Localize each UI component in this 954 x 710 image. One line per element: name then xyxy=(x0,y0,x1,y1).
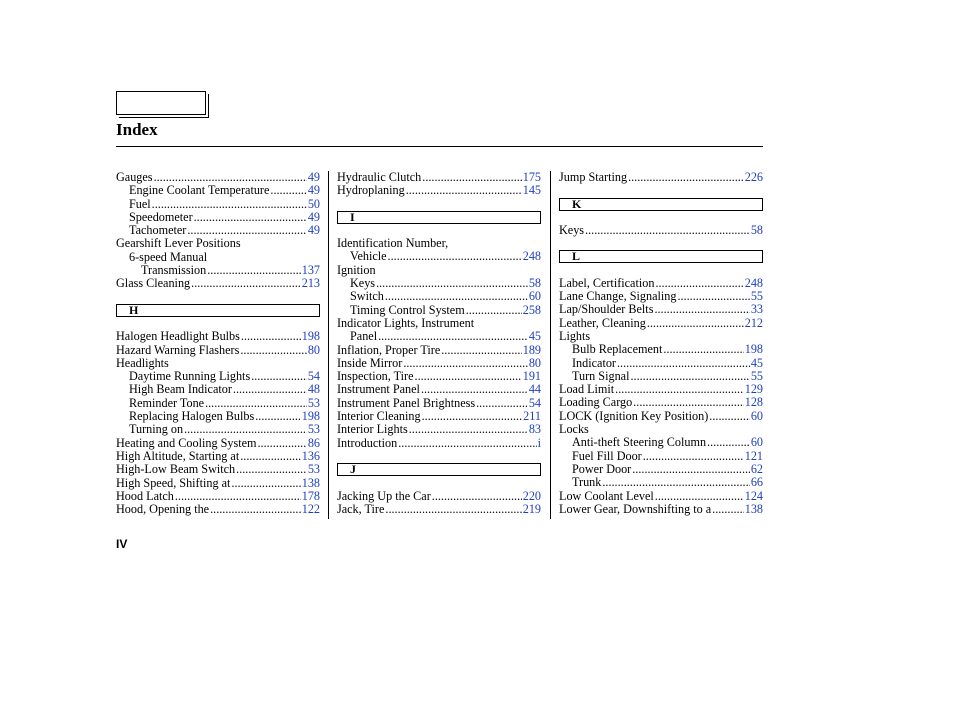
dot-leader xyxy=(406,184,522,197)
dot-leader xyxy=(655,277,743,290)
entry-label: Turning on xyxy=(129,423,184,437)
page-link[interactable]: 33 xyxy=(750,303,763,317)
entry-label: Halogen Headlight Bulbs xyxy=(116,330,240,344)
index-entry[interactable] xyxy=(337,397,541,410)
section-letter-i: I xyxy=(337,211,541,224)
index-entry[interactable] xyxy=(116,477,320,490)
index-entry[interactable] xyxy=(559,450,763,463)
entry-label: Keys xyxy=(350,277,376,291)
page-link[interactable]: 49 xyxy=(307,210,320,224)
entry-label: Switch xyxy=(350,290,384,304)
index-entry[interactable] xyxy=(559,317,763,330)
dot-leader xyxy=(240,450,300,463)
dot-leader xyxy=(270,184,306,197)
entry-label: Low Coolant Level xyxy=(559,489,654,503)
index-entry[interactable] xyxy=(559,490,763,503)
entry-label: Engine Coolant Temperature xyxy=(129,184,270,198)
entry-label: Loading Cargo xyxy=(559,396,633,410)
entry-label: Gearshift Lever Positions xyxy=(116,237,241,251)
index-entry[interactable] xyxy=(337,330,541,343)
index-entry xyxy=(337,237,541,250)
entry-label: Anti-theft Steering Column xyxy=(572,436,707,450)
index-entry[interactable] xyxy=(116,503,320,516)
entry-label: Replacing Halogen Bulbs xyxy=(129,410,255,424)
page-link[interactable]: 44 xyxy=(528,383,541,397)
entry-label: Fuel Fill Door xyxy=(572,449,642,463)
page-link[interactable]: 66 xyxy=(750,476,763,490)
index-entry[interactable] xyxy=(559,396,763,409)
entry-label: Lap/Shoulder Belts xyxy=(559,303,654,317)
dot-leader xyxy=(615,383,744,396)
entry-label: Timing Control System xyxy=(350,303,465,317)
entry-label: Gauges xyxy=(116,171,153,184)
entry-label: Instrument Panel xyxy=(337,383,420,397)
dot-leader xyxy=(194,211,307,224)
page-link[interactable]: 248 xyxy=(744,276,763,290)
index-entry xyxy=(337,317,541,330)
index-entry[interactable] xyxy=(337,290,541,303)
dot-leader xyxy=(707,436,750,449)
dot-leader xyxy=(654,303,749,316)
dot-leader xyxy=(388,250,522,263)
index-entry[interactable] xyxy=(337,490,541,503)
index-entry[interactable] xyxy=(116,383,320,396)
entry-label: Load Limit xyxy=(559,383,615,397)
entry-label: Leather, Cleaning xyxy=(559,316,646,330)
dot-leader xyxy=(152,198,307,211)
entry-label: Lower Gear, Downshifting to a xyxy=(559,502,712,516)
dot-leader xyxy=(257,437,306,450)
page-link[interactable]: 53 xyxy=(307,463,320,477)
entry-label: Indicator xyxy=(572,356,616,370)
entry-label: Inside Mirror xyxy=(337,356,403,370)
entry-label: Hazard Warning Flashers xyxy=(116,343,240,357)
page-link[interactable]: 54 xyxy=(528,396,541,410)
page-link[interactable]: 220 xyxy=(522,489,541,503)
dot-leader xyxy=(191,277,301,290)
dot-leader xyxy=(415,370,522,383)
page-link[interactable]: 138 xyxy=(744,502,763,516)
dot-leader xyxy=(385,290,528,303)
index-entry[interactable] xyxy=(116,211,320,224)
page-link[interactable]: 49 xyxy=(307,171,320,184)
entry-label: Headlights xyxy=(116,356,169,370)
page-link[interactable]: 129 xyxy=(744,383,763,397)
page-title: Index xyxy=(116,120,158,139)
spacer xyxy=(559,211,763,224)
dot-leader xyxy=(207,264,300,277)
entry-label: Transmission xyxy=(141,264,207,278)
index-entry[interactable] xyxy=(559,436,763,449)
dot-leader xyxy=(236,463,307,476)
entry-label: Hood, Opening the xyxy=(116,503,210,517)
index-entry xyxy=(559,423,763,436)
index-entry xyxy=(559,330,763,343)
page-link[interactable]: 248 xyxy=(522,250,541,264)
index-entry[interactable] xyxy=(116,171,320,184)
dot-leader xyxy=(647,317,744,330)
section-letter-l: L xyxy=(559,250,763,263)
page-link[interactable]: 258 xyxy=(522,303,541,317)
index-entry[interactable] xyxy=(337,184,541,197)
page-link[interactable]: 198 xyxy=(301,410,320,424)
page-link[interactable]: 58 xyxy=(528,277,541,291)
index-entry[interactable] xyxy=(559,476,763,489)
index-entry[interactable] xyxy=(116,264,320,277)
index-entry[interactable] xyxy=(559,370,763,383)
index-entry[interactable] xyxy=(337,357,541,370)
index-entry[interactable] xyxy=(559,171,763,184)
spacer xyxy=(116,317,320,330)
index-entry[interactable] xyxy=(559,463,763,476)
page-link[interactable]: 55 xyxy=(750,369,763,383)
page-link[interactable]: 191 xyxy=(522,370,541,384)
page-link[interactable]: i xyxy=(537,436,541,450)
dot-leader xyxy=(633,396,743,409)
spacer xyxy=(337,476,541,489)
index-entry[interactable] xyxy=(116,370,320,383)
entry-label: Panel xyxy=(350,330,378,344)
index-entry[interactable] xyxy=(116,277,320,290)
dot-leader xyxy=(241,330,301,343)
index-entry xyxy=(116,251,320,264)
entry-label: Jacking Up the Car xyxy=(337,489,431,503)
entry-label: Tachometer xyxy=(129,224,187,238)
entry-label: Vehicle xyxy=(350,250,387,264)
page-link[interactable]: 45 xyxy=(750,356,763,370)
page-link[interactable]: 53 xyxy=(307,396,320,410)
section-letter-k: K xyxy=(559,198,763,211)
dot-leader xyxy=(632,463,750,476)
page-link[interactable]: 55 xyxy=(750,290,763,304)
index-entry[interactable] xyxy=(337,277,541,290)
dot-leader xyxy=(403,357,527,370)
page-link[interactable]: 178 xyxy=(301,489,320,503)
page-link[interactable]: 80 xyxy=(307,343,320,357)
dot-leader xyxy=(240,344,306,357)
index-entry[interactable] xyxy=(116,224,320,237)
entry-label: Bulb Replacement xyxy=(572,343,663,357)
page-link[interactable]: 58 xyxy=(750,223,763,237)
page-link[interactable]: 121 xyxy=(744,449,763,463)
page-link[interactable]: 60 xyxy=(528,290,541,304)
spacer xyxy=(559,237,763,250)
spacer xyxy=(559,184,763,197)
page-link[interactable]: 138 xyxy=(301,476,320,490)
page-link[interactable]: 128 xyxy=(744,396,763,410)
index-entry[interactable] xyxy=(116,397,320,410)
index-entry[interactable] xyxy=(116,463,320,476)
index-entry[interactable] xyxy=(337,383,541,396)
page-link[interactable]: 49 xyxy=(307,224,320,238)
spacer xyxy=(559,263,763,276)
page-link[interactable]: 198 xyxy=(301,330,320,344)
index-entry[interactable] xyxy=(337,304,541,317)
entry-label: LOCK (Ignition Key Position) xyxy=(559,409,709,423)
dot-leader xyxy=(378,330,528,343)
page-link[interactable]: 212 xyxy=(744,316,763,330)
page-link[interactable]: 86 xyxy=(307,436,320,450)
dot-leader xyxy=(210,503,301,516)
page-link[interactable]: 50 xyxy=(307,197,320,211)
dot-leader xyxy=(175,490,301,503)
section-letter-h: H xyxy=(116,304,320,317)
entry-label: Lane Change, Signaling xyxy=(559,290,677,304)
entry-label: Jack, Tire xyxy=(337,502,385,516)
dot-leader xyxy=(233,383,307,396)
entry-label: Glass Cleaning xyxy=(116,277,191,291)
dot-leader xyxy=(709,410,750,423)
index-entry[interactable] xyxy=(337,437,541,450)
index-entry[interactable] xyxy=(337,410,541,423)
dot-leader xyxy=(712,503,744,516)
entry-label: Interior Lights xyxy=(337,423,408,437)
index-entry[interactable] xyxy=(559,343,763,356)
dot-leader xyxy=(432,490,522,503)
column-divider-2 xyxy=(550,171,551,519)
page-link[interactable]: 83 xyxy=(528,423,541,437)
index-entry[interactable] xyxy=(116,184,320,197)
page-link[interactable]: 136 xyxy=(301,449,320,463)
dot-leader xyxy=(398,437,536,450)
page-link[interactable]: 219 xyxy=(522,502,541,516)
dot-leader xyxy=(466,304,522,317)
dot-leader xyxy=(187,224,306,237)
entry-label: Inspection, Tire xyxy=(337,370,414,384)
entry-label: Instrument Panel Brightness xyxy=(337,396,476,410)
entry-label: Introduction xyxy=(337,436,398,450)
entry-label: Jump Starting xyxy=(559,171,628,184)
entry-label: Label, Certification xyxy=(559,276,655,290)
page-link[interactable]: 124 xyxy=(744,489,763,503)
dot-leader xyxy=(409,423,528,436)
dot-leader xyxy=(422,171,521,184)
page-link[interactable]: 53 xyxy=(307,423,320,437)
dot-leader xyxy=(643,450,744,463)
spacer xyxy=(116,291,320,304)
entry-label: Hood Latch xyxy=(116,489,174,503)
index-entry[interactable] xyxy=(116,450,320,463)
entry-label: Locks xyxy=(559,423,589,437)
spacer xyxy=(337,450,541,463)
page-link[interactable]: 137 xyxy=(301,264,320,278)
page-link[interactable]: 48 xyxy=(307,383,320,397)
index-entry[interactable] xyxy=(116,330,320,343)
entry-label: High Beam Indicator xyxy=(129,383,232,397)
index-entry[interactable] xyxy=(116,198,320,211)
entry-label: Indicator Lights, Instrument xyxy=(337,316,475,330)
dot-leader xyxy=(251,370,307,383)
dot-leader xyxy=(602,476,749,489)
dot-leader xyxy=(585,224,750,237)
index-entry[interactable] xyxy=(116,344,320,357)
index-entry xyxy=(337,264,541,277)
page-link[interactable]: 226 xyxy=(744,171,763,184)
dot-leader xyxy=(385,503,521,516)
dot-leader xyxy=(476,397,528,410)
entry-label: Fuel xyxy=(129,197,151,211)
dot-leader xyxy=(421,383,528,396)
entry-label: Keys xyxy=(559,223,585,237)
index-entry[interactable] xyxy=(337,423,541,436)
dot-leader xyxy=(205,397,307,410)
dot-leader xyxy=(255,410,300,423)
entry-label: Reminder Tone xyxy=(129,396,205,410)
dot-leader xyxy=(677,290,749,303)
entry-label: Heating and Cooling System xyxy=(116,436,257,450)
index-entry[interactable] xyxy=(559,503,763,516)
entry-label: High Altitude, Starting at xyxy=(116,449,240,463)
column-divider-1 xyxy=(328,171,329,519)
dot-leader xyxy=(231,477,300,490)
index-entry[interactable] xyxy=(559,303,763,316)
page-link[interactable]: 145 xyxy=(522,184,541,198)
page-number-footer: IV xyxy=(116,537,128,551)
page-link[interactable]: 54 xyxy=(307,370,320,384)
entry-label: Hydraulic Clutch xyxy=(337,171,422,184)
entry-label: Hydroplaning xyxy=(337,184,405,198)
spacer xyxy=(337,198,541,211)
index-entry[interactable] xyxy=(337,344,541,357)
index-entry[interactable] xyxy=(116,410,320,423)
dot-leader xyxy=(630,370,749,383)
index-column-2 xyxy=(337,171,541,516)
page-link[interactable]: 198 xyxy=(744,343,763,357)
dot-leader xyxy=(628,171,744,184)
index-entry[interactable] xyxy=(116,437,320,450)
index-column-3 xyxy=(559,171,763,516)
index-entry[interactable] xyxy=(559,224,763,237)
entry-label: 6-speed Manual xyxy=(129,250,208,264)
entry-label: Daytime Running Lights xyxy=(129,370,251,384)
entry-label: Power Door xyxy=(572,462,632,476)
entry-label: Speedometer xyxy=(129,210,193,224)
dot-leader xyxy=(663,343,743,356)
dot-leader xyxy=(655,490,744,503)
section-letter-j: J xyxy=(337,463,541,476)
index-entry xyxy=(116,237,320,250)
page-link[interactable]: 45 xyxy=(528,330,541,344)
entry-label: Interior Cleaning xyxy=(337,410,421,424)
index-entry xyxy=(116,357,320,370)
page-link[interactable]: 80 xyxy=(528,356,541,370)
dot-leader xyxy=(184,423,307,436)
dot-leader xyxy=(154,171,307,184)
page-link[interactable]: 213 xyxy=(301,277,320,291)
entry-label: Lights xyxy=(559,329,591,343)
title-rule xyxy=(116,146,763,147)
index-entry[interactable] xyxy=(337,250,541,263)
entry-label: Identification Number, xyxy=(337,237,449,251)
entry-label: Ignition xyxy=(337,263,376,277)
index-column-1 xyxy=(116,171,320,516)
dot-leader xyxy=(422,410,523,423)
index-entry[interactable] xyxy=(116,423,320,436)
entry-label: Trunk xyxy=(572,476,602,490)
dot-leader xyxy=(617,357,750,370)
nav-button-box[interactable] xyxy=(116,91,206,115)
entry-label: Inflation, Proper Tire xyxy=(337,343,441,357)
page-link[interactable]: 211 xyxy=(523,410,541,424)
index-entry[interactable] xyxy=(559,383,763,396)
page-link[interactable]: 49 xyxy=(307,184,320,198)
index-entry[interactable] xyxy=(337,370,541,383)
entry-label: High Speed, Shifting at xyxy=(116,476,231,490)
index-entry[interactable] xyxy=(116,490,320,503)
index-entry[interactable] xyxy=(559,357,763,370)
dot-leader xyxy=(376,277,528,290)
dot-leader xyxy=(441,344,521,357)
entry-label: Turn Signal xyxy=(572,369,630,383)
page-link[interactable]: 60 xyxy=(750,436,763,450)
index-entry[interactable] xyxy=(337,503,541,516)
page-link[interactable]: 122 xyxy=(301,503,320,517)
entry-label: High-Low Beam Switch xyxy=(116,463,236,477)
page-link[interactable]: 62 xyxy=(750,462,763,476)
index-entry[interactable] xyxy=(337,171,541,184)
index-entry[interactable] xyxy=(559,290,763,303)
index-entry[interactable] xyxy=(559,410,763,423)
page-link[interactable]: 175 xyxy=(522,171,541,184)
page-link[interactable]: 60 xyxy=(750,409,763,423)
index-entry[interactable] xyxy=(559,277,763,290)
spacer xyxy=(337,224,541,237)
page-link[interactable]: 189 xyxy=(522,343,541,357)
